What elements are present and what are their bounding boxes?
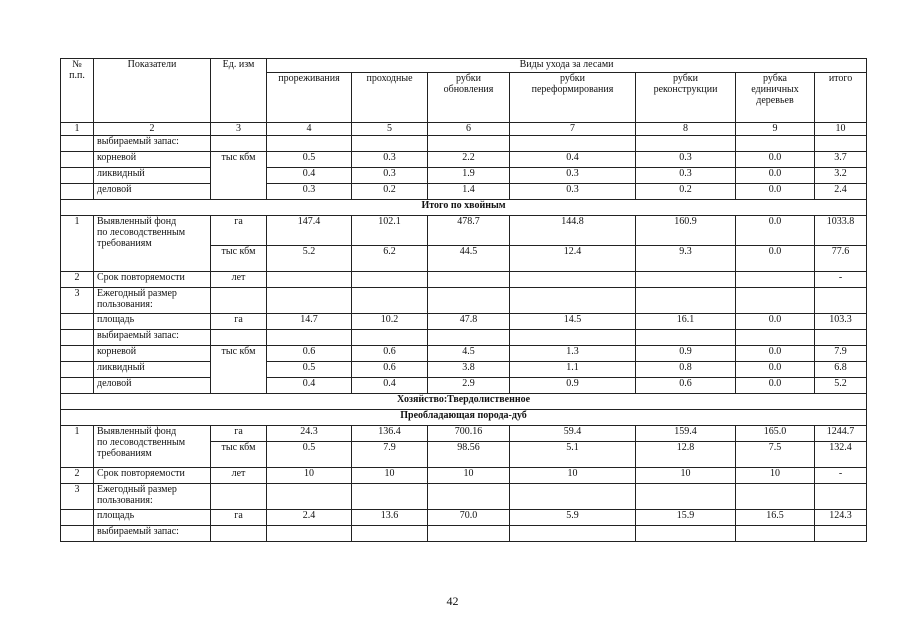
value-cell: 7.5	[736, 442, 815, 468]
value-cell: 0.0	[736, 378, 815, 394]
header-col: рубки реконструкции	[636, 73, 736, 123]
value-cell: 700.16	[428, 426, 510, 442]
value-cell: 5.2	[267, 246, 352, 272]
header-col: итого	[815, 73, 867, 123]
value-cell: 0.3	[510, 184, 636, 200]
value-cell: 0.5	[267, 362, 352, 378]
row-label: деловой	[94, 378, 211, 394]
value-cell: 14.7	[267, 314, 352, 330]
col-number: 1	[61, 123, 94, 136]
table-row	[61, 426, 867, 442]
value-cell: 0.6	[352, 362, 428, 378]
value-cell: 0.4	[510, 152, 636, 168]
table-row	[61, 152, 867, 168]
col-number: 5	[352, 123, 428, 136]
row-number: 1	[61, 216, 94, 272]
value-cell: 44.5	[428, 246, 510, 272]
value-cell: 0.4	[267, 378, 352, 394]
table-row	[61, 184, 867, 200]
value-cell: 144.8	[510, 216, 636, 246]
col-number: 6	[428, 123, 510, 136]
value-cell: 0.8	[636, 362, 736, 378]
value-cell: 0.3	[510, 168, 636, 184]
value-cell: 1033.8	[815, 216, 867, 246]
table-row	[61, 168, 867, 184]
value-cell: 124.3	[815, 510, 867, 526]
value-cell: 5.1	[510, 442, 636, 468]
table-row	[61, 378, 867, 394]
value-cell: 0.9	[510, 378, 636, 394]
row-label: площадь	[94, 510, 211, 526]
value-cell: 1.1	[510, 362, 636, 378]
value-cell: 3.2	[815, 168, 867, 184]
value-cell	[636, 272, 736, 288]
value-cell: 10	[352, 468, 428, 484]
value-cell: 24.3	[267, 426, 352, 442]
value-cell: 0.0	[736, 246, 815, 272]
unit-cell: тыс кбм	[211, 152, 267, 200]
value-cell: 0.2	[352, 184, 428, 200]
value-cell: 13.6	[352, 510, 428, 526]
unit-cell: га	[211, 426, 267, 442]
col-number: 3	[211, 123, 267, 136]
row-label: площадь	[94, 314, 211, 330]
table-row	[61, 288, 867, 314]
value-cell: 2.4	[815, 184, 867, 200]
value-cell: 3.8	[428, 362, 510, 378]
row-label: Ежегодный размер пользования:	[94, 484, 211, 510]
value-cell: 10	[736, 468, 815, 484]
value-cell: 12.4	[510, 246, 636, 272]
value-cell: 0.0	[736, 152, 815, 168]
value-cell: 9.3	[636, 246, 736, 272]
section-title: Преобладающая порода-дуб	[61, 410, 867, 426]
table-row	[61, 346, 867, 362]
table-row	[61, 362, 867, 378]
header-row-1	[61, 59, 867, 73]
col-number: 2	[94, 123, 211, 136]
value-cell: 1.4	[428, 184, 510, 200]
row-number: 2	[61, 468, 94, 484]
value-cell: 10	[267, 468, 352, 484]
value-cell: 132.4	[815, 442, 867, 468]
value-cell: 10	[428, 468, 510, 484]
table-row	[61, 216, 867, 246]
col-number: 8	[636, 123, 736, 136]
row-label: Срок повторяемости	[94, 272, 211, 288]
header-col: рубка единичных деревьев	[736, 73, 815, 123]
value-cell: 0.6	[636, 378, 736, 394]
value-cell: 0.5	[267, 152, 352, 168]
row-label: Срок повторяемости	[94, 468, 211, 484]
row-label: деловой	[94, 184, 211, 200]
value-cell: 0.3	[267, 184, 352, 200]
value-cell: 15.9	[636, 510, 736, 526]
row-label: Выявленный фонд по лесоводственным требованиям	[94, 426, 211, 468]
header-num: № п.п.	[61, 59, 94, 123]
value-cell: 7.9	[815, 346, 867, 362]
row-label: ликвидный	[94, 168, 211, 184]
value-cell: 16.5	[736, 510, 815, 526]
value-cell: 0.4	[352, 378, 428, 394]
value-cell: 0.3	[636, 168, 736, 184]
header-col: рубки обновления	[428, 73, 510, 123]
table-row	[61, 330, 867, 346]
value-cell: 14.5	[510, 314, 636, 330]
value-cell: 3.7	[815, 152, 867, 168]
value-cell: 0.3	[352, 152, 428, 168]
section-row	[61, 410, 867, 426]
value-cell: 0.4	[267, 168, 352, 184]
unit-cell: тыс кбм	[211, 442, 267, 468]
value-cell: 0.3	[636, 152, 736, 168]
row-label: выбираемый запас:	[94, 330, 211, 346]
unit-cell: лет	[211, 272, 267, 288]
value-cell: 102.1	[352, 216, 428, 246]
forest-care-table	[60, 58, 867, 542]
value-cell	[510, 272, 636, 288]
value-cell: 7.9	[352, 442, 428, 468]
value-cell: 0.9	[636, 346, 736, 362]
col-number: 10	[815, 123, 867, 136]
value-cell: 478.7	[428, 216, 510, 246]
table-row	[61, 510, 867, 526]
value-cell: 2.9	[428, 378, 510, 394]
row-label: корневой	[94, 152, 211, 168]
value-cell: 0.0	[736, 168, 815, 184]
column-numbers-row	[61, 123, 867, 136]
row-label: ликвидный	[94, 362, 211, 378]
value-cell: -	[815, 272, 867, 288]
unit-cell: га	[211, 314, 267, 330]
value-cell: 0.0	[736, 346, 815, 362]
value-cell: 1.3	[510, 346, 636, 362]
value-cell	[428, 272, 510, 288]
row-number: 2	[61, 272, 94, 288]
section-row	[61, 200, 867, 216]
table-row	[61, 484, 867, 510]
row-label: корневой	[94, 346, 211, 362]
value-cell	[736, 272, 815, 288]
value-cell: 5.9	[510, 510, 636, 526]
table-row	[61, 468, 867, 484]
value-cell: 10.2	[352, 314, 428, 330]
unit-cell: га	[211, 510, 267, 526]
value-cell: 165.0	[736, 426, 815, 442]
value-cell: 70.0	[428, 510, 510, 526]
section-row	[61, 394, 867, 410]
col-number: 4	[267, 123, 352, 136]
row-number: 3	[61, 288, 94, 314]
unit-cell: лет	[211, 468, 267, 484]
value-cell: 147.4	[267, 216, 352, 246]
value-cell: 0.6	[267, 346, 352, 362]
header-indicators: Показатели	[94, 59, 211, 123]
value-cell: 159.4	[636, 426, 736, 442]
value-cell: 6.2	[352, 246, 428, 272]
value-cell: 103.3	[815, 314, 867, 330]
row-number: 1	[61, 426, 94, 468]
value-cell: 0.2	[636, 184, 736, 200]
value-cell: 2.4	[267, 510, 352, 526]
table-row	[61, 526, 867, 542]
value-cell: 59.4	[510, 426, 636, 442]
row-label: выбираемый запас:	[94, 136, 211, 152]
section-title: Хозяйство:Твердолиственное	[61, 394, 867, 410]
value-cell: 4.5	[428, 346, 510, 362]
value-cell: 6.8	[815, 362, 867, 378]
col-number: 9	[736, 123, 815, 136]
table-row	[61, 272, 867, 288]
unit-cell: тыс кбм	[211, 346, 267, 394]
value-cell: 0.0	[736, 314, 815, 330]
value-cell	[267, 272, 352, 288]
row-label: Выявленный фонд по лесоводственным требованиям	[94, 216, 211, 272]
value-cell: 12.8	[636, 442, 736, 468]
value-cell: 136.4	[352, 426, 428, 442]
value-cell: 47.8	[428, 314, 510, 330]
col-number: 7	[510, 123, 636, 136]
unit-cell: тыс кбм	[211, 246, 267, 272]
value-cell: 0.0	[736, 362, 815, 378]
header-col: рубки переформирования	[510, 73, 636, 123]
header-unit: Ед. изм	[211, 59, 267, 123]
value-cell: 16.1	[636, 314, 736, 330]
value-cell: 0.0	[736, 184, 815, 200]
value-cell: 160.9	[636, 216, 736, 246]
section-title: Итого по хвойным	[61, 200, 867, 216]
value-cell: -	[815, 468, 867, 484]
value-cell: 0.3	[352, 168, 428, 184]
value-cell	[352, 272, 428, 288]
value-cell: 10	[510, 468, 636, 484]
value-cell: 0.6	[352, 346, 428, 362]
row-number: 3	[61, 484, 94, 510]
row-label: Ежегодный размер пользования:	[94, 288, 211, 314]
value-cell: 0.5	[267, 442, 352, 468]
value-cell: 1.9	[428, 168, 510, 184]
unit-cell: га	[211, 216, 267, 246]
header-col: проходные	[352, 73, 428, 123]
page-number: 42	[446, 594, 459, 608]
table-row	[61, 136, 867, 152]
value-cell: 2.2	[428, 152, 510, 168]
header-group: Виды ухода за лесами	[267, 59, 867, 73]
row-label: выбираемый запас:	[94, 526, 211, 542]
value-cell: 1244.7	[815, 426, 867, 442]
value-cell: 0.0	[736, 216, 815, 246]
header-col: прореживания	[267, 73, 352, 123]
value-cell: 77.6	[815, 246, 867, 272]
value-cell: 98.56	[428, 442, 510, 468]
value-cell: 10	[636, 468, 736, 484]
value-cell: 5.2	[815, 378, 867, 394]
table-row	[61, 314, 867, 330]
